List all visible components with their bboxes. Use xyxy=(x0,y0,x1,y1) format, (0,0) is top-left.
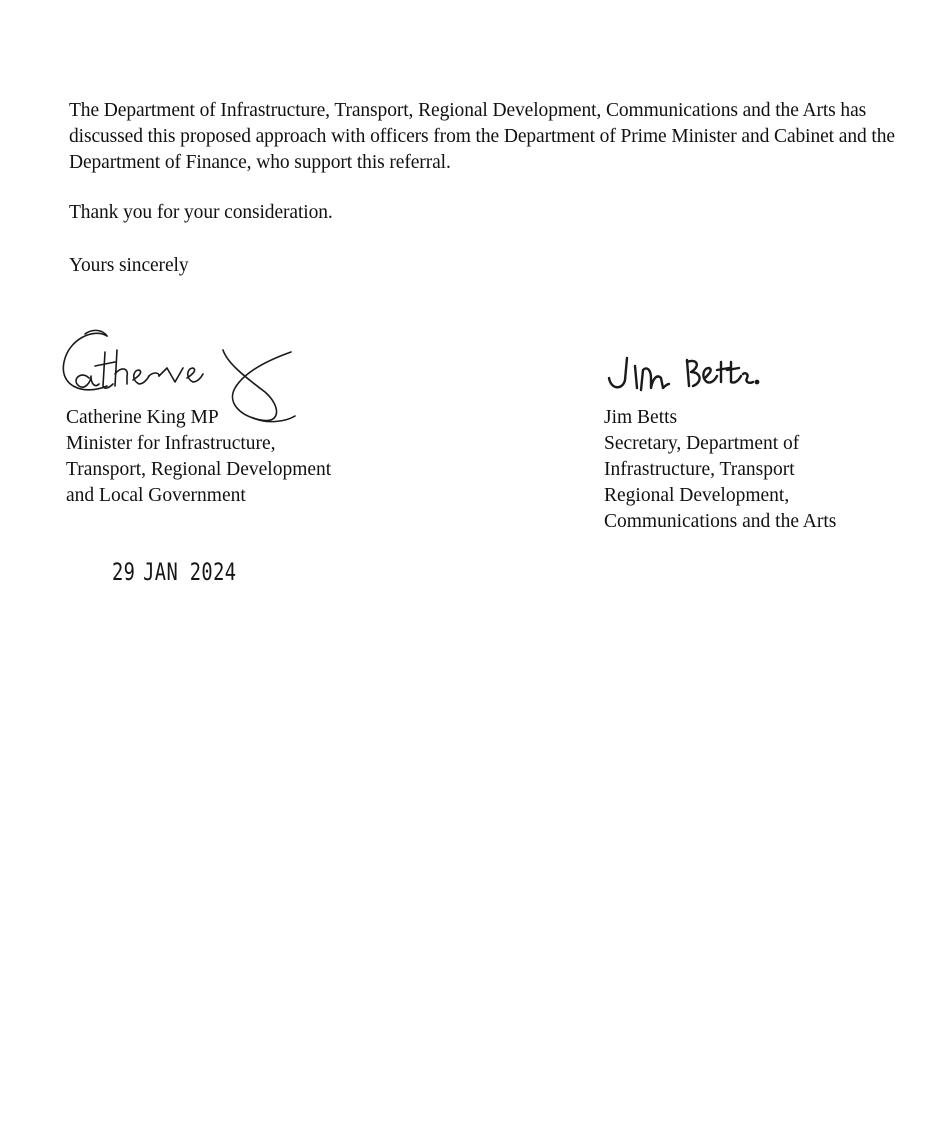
date-stamp-day: 29 xyxy=(112,558,136,586)
signatory-block-minister xyxy=(66,405,331,509)
signatory-title-line: and Local Government xyxy=(66,485,246,506)
signature-jim-betts xyxy=(605,352,775,400)
signatory-block-secretary xyxy=(604,405,836,535)
body-paragraph: The Department of Infrastructure, Transport, Regional Development, Communications and the Arts has discussed this proposed approach with officers from the Department of Prime Minister and Cabinet and the Department of Finance, who support this referral. xyxy=(69,100,895,173)
signatory-name: Jim Betts xyxy=(604,407,678,428)
signatory-name: Catherine King MP xyxy=(66,407,219,428)
signatory-title-line: Minister for Infrastructure, xyxy=(66,433,276,454)
date-stamp xyxy=(112,558,236,586)
signatory-title-line: Secretary, Department of xyxy=(604,433,800,454)
signatory-title-line: Infrastructure, Transport xyxy=(604,459,795,480)
date-stamp-month-year: JAN 2024 xyxy=(143,558,237,586)
signatory-title-line: Regional Development, xyxy=(604,485,790,506)
signatory-title-line: Transport, Regional Development xyxy=(66,459,332,480)
signatory-title-line: Communications and the Arts xyxy=(604,511,837,532)
thanks-line: Thank you for your consideration. xyxy=(69,202,333,223)
closing-salutation: Yours sincerely xyxy=(69,255,189,276)
